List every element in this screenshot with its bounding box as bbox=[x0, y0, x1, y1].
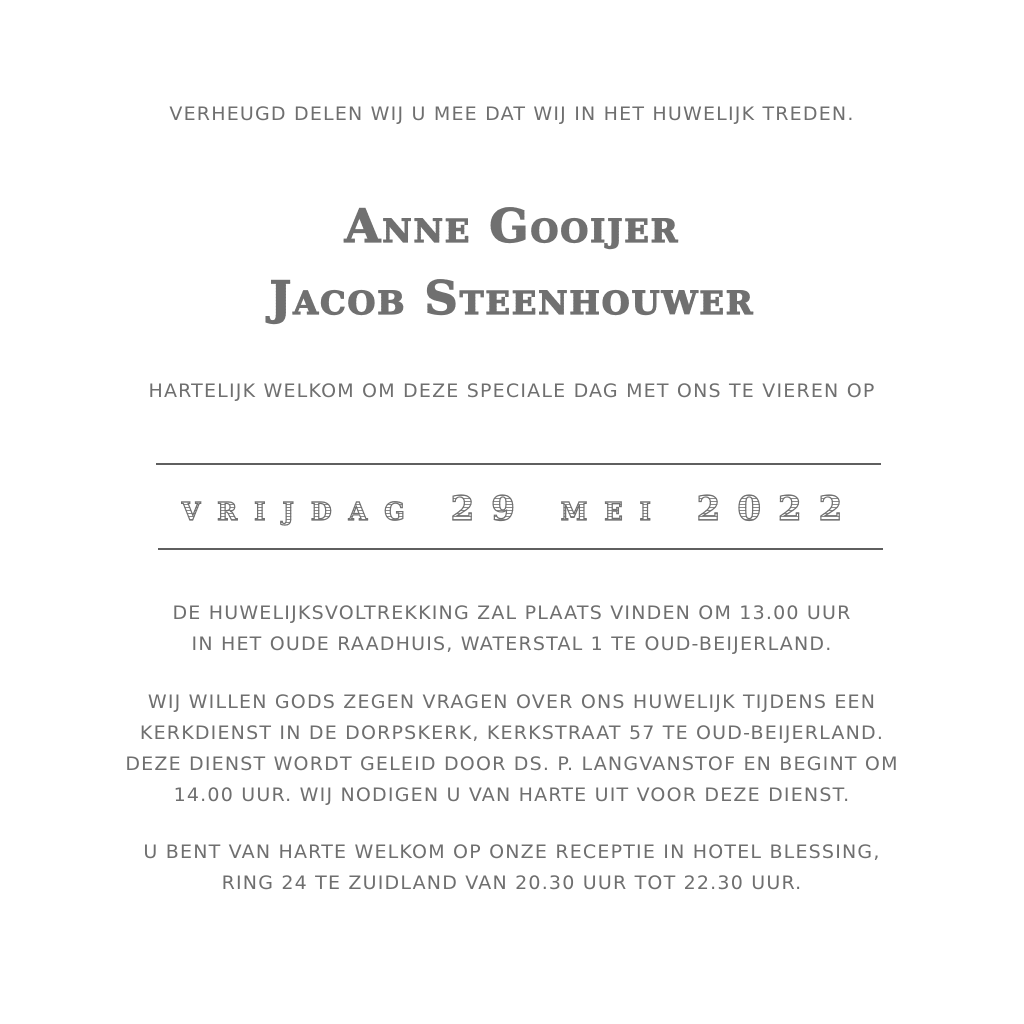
reception-paragraph bbox=[0, 837, 1024, 899]
wedding-date: vrijdag 29 mei 2022 bbox=[0, 484, 1024, 534]
church-line: WIJ WILLEN GODS ZEGEN VRAGEN OVER ONS HUWELIJK TIJDENS EEN bbox=[147, 691, 877, 713]
church-paragraph bbox=[0, 687, 1024, 811]
bottom-divider bbox=[158, 548, 883, 550]
welcome-text: HARTELIJK WELKOM OM DEZE SPECIALE DAG MET ONS TE VIEREN OP bbox=[148, 380, 876, 402]
ceremony-line: IN HET OUDE RAADHUIS, WATERSTAL 1 TE OUD-BEIJERLAND. bbox=[191, 633, 833, 655]
top-divider bbox=[156, 463, 881, 465]
ceremony-paragraph bbox=[0, 598, 1024, 660]
groom-name: Jacob Steenhouwer bbox=[0, 262, 1024, 334]
intro-text: VERHEUGD DELEN WIJ U MEE DAT WIJ IN HET HUWELIJK TREDEN. bbox=[169, 103, 855, 125]
ceremony-line: DE HUWELIJKSVOLTREKKING ZAL PLAATS VINDEN OM 13.00 UUR bbox=[172, 602, 852, 624]
reception-line: RING 24 TE ZUIDLAND VAN 20.30 UUR TOT 22.30 UUR. bbox=[221, 872, 803, 894]
couple-names bbox=[0, 190, 1024, 334]
reception-line: U BENT VAN HARTE WELKOM OP ONZE RECEPTIE IN HOTEL BLESSING, bbox=[143, 841, 881, 863]
church-line: 14.00 UUR. WIJ NODIGEN U VAN HARTE UIT VOOR DEZE DIENST. bbox=[173, 784, 851, 806]
church-line: DEZE DIENST WORDT GELEID DOOR DS. P. LANGVANSTOF EN BEGINT OM bbox=[125, 753, 899, 775]
bride-name: Anne Gooijer bbox=[0, 190, 1024, 262]
church-line: KERKDIENST IN DE DORPSKERK, KERKSTRAAT 57 TE OUD-BEIJERLAND. bbox=[139, 722, 885, 744]
